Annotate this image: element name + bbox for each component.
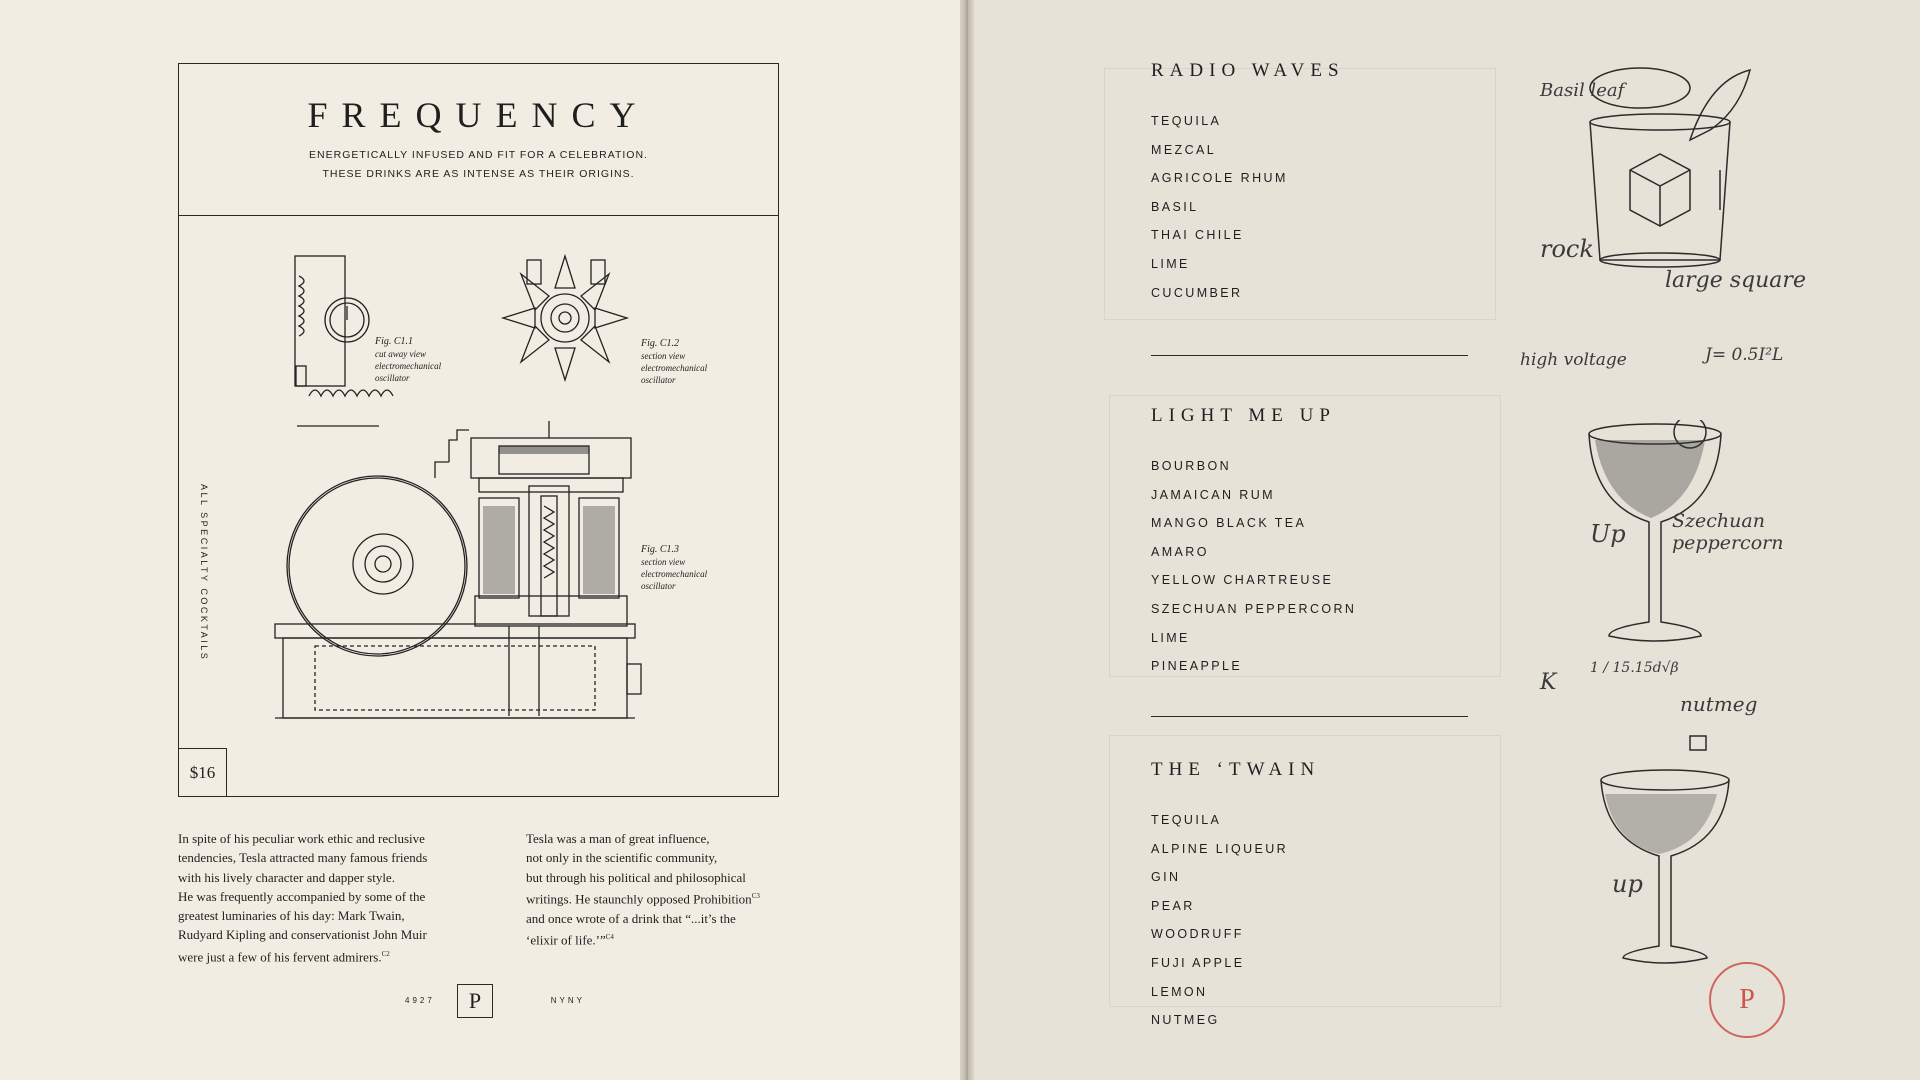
- fig-1-line-3: oscillator: [375, 373, 410, 383]
- fig-3-line-3: oscillator: [641, 581, 676, 591]
- note-szechuan: Szechuan peppercorn: [1672, 510, 1784, 554]
- footer-location: NYNY: [550, 996, 585, 1005]
- col2-line-sup: [526, 887, 760, 909]
- col1-line: He was frequently accompanied by some of the: [178, 888, 426, 904]
- section-divider: [1151, 355, 1468, 356]
- note-formula: J= 0.5I²L: [1705, 345, 1784, 365]
- fig-2-line-3: oscillator: [641, 375, 676, 385]
- fig-1-name: Fig. C1.1: [375, 336, 414, 347]
- col1-line: with his lively character and dapper style.: [178, 869, 395, 885]
- note-rock: rock: [1540, 235, 1594, 263]
- section-title: FREQUENCY: [307, 95, 650, 135]
- col2-line: writings. He staunchly opposed Prohibition: [526, 891, 752, 907]
- ingredient-list: [1151, 459, 1471, 688]
- fig-caption-3: [641, 544, 707, 592]
- note-kf: K: [1540, 670, 1557, 695]
- ingredient: SZECHUAN PEPPERCORN: [1151, 601, 1357, 616]
- note-large-square: large square: [1665, 268, 1806, 293]
- frequency-panel: [178, 63, 779, 797]
- fig-caption-2: [641, 338, 707, 386]
- note-high-voltage: high voltage: [1520, 350, 1627, 370]
- cocktail-name: LIGHT ME UP: [1151, 405, 1336, 426]
- fig-3-line-1: section view: [641, 557, 686, 567]
- footnote-ref: C2: [381, 949, 390, 958]
- fig-2-line-1: section view: [641, 351, 686, 361]
- col1-line: tendencies, Tesla attracted many famous friends: [178, 850, 428, 866]
- coupe-glass-2-icon: [1595, 720, 1735, 970]
- ingredient: JAMAICAN RUM: [1151, 487, 1275, 502]
- col2-line: but through his political and philosophical: [526, 869, 746, 885]
- ingredient: AMARO: [1151, 544, 1209, 559]
- side-label: ALL SPECIALTY COCKTAILS: [199, 484, 209, 662]
- ingredient-list: [1151, 114, 1471, 314]
- footnote-ref: C4: [605, 932, 614, 941]
- col2-line-last: [526, 928, 760, 950]
- ingredient: PEAR: [1151, 898, 1195, 913]
- panel-header: [179, 64, 778, 216]
- footnote-ref: C3: [751, 891, 760, 900]
- ingredient: PINEAPPLE: [1151, 659, 1243, 674]
- ingredient: LEMON: [1151, 984, 1208, 999]
- col1-line: In spite of his peculiar work ethic and reclusive: [178, 831, 425, 846]
- fig-1-line-2: electromechanical: [375, 361, 442, 371]
- ingredient: AGRICOLE RHUM: [1151, 171, 1288, 186]
- ingredient: YELLOW CHARTREUSE: [1151, 573, 1334, 588]
- page-footer: [405, 984, 585, 1020]
- col2-line: ‘elixir of life.’”: [526, 932, 606, 948]
- ingredient: TEQUILA: [1151, 813, 1222, 827]
- fig-2-line-2: electromechanical: [641, 363, 708, 373]
- story-column-1: [178, 829, 427, 966]
- ingredient: CUCUMBER: [1151, 285, 1243, 300]
- cocktail-name: RADIO WAVES: [1151, 60, 1345, 81]
- ingredient: THAI CHILE: [1151, 228, 1244, 243]
- cocktail-radio-waves: [1151, 60, 1471, 314]
- section-subtitle: [179, 146, 778, 184]
- col2-line: not only in the scientific community,: [526, 850, 718, 866]
- fig-3-name: Fig. C1.3: [641, 544, 680, 555]
- ingredient-list: [1151, 813, 1471, 1042]
- ingredient: GIN: [1151, 870, 1181, 885]
- ingredient: BASIL: [1151, 199, 1199, 214]
- ingredient: NUTMEG: [1151, 1013, 1220, 1028]
- note-up-2: up: [1612, 870, 1643, 898]
- ingredient: WOODRUFF: [1151, 927, 1244, 942]
- cocktail-light-me-up: [1151, 405, 1471, 688]
- subtitle-line-1: ENERGETICALLY INFUSED AND FIT FOR A CELEBRATION.: [309, 149, 648, 161]
- col1-line: were just a few of his fervent admirers.: [178, 949, 382, 965]
- ingredient: ALPINE LIQUEUR: [1151, 841, 1289, 856]
- col2-line: and once wrote of a drink that “...it’s the: [526, 910, 736, 926]
- footer-number: 4927: [405, 996, 435, 1005]
- ingredient: MEZCAL: [1151, 142, 1217, 157]
- ingredient: MANGO BLACK TEA: [1151, 516, 1307, 531]
- price-badge: $16: [179, 748, 227, 796]
- ingredient: LIME: [1151, 630, 1190, 645]
- col2-line: Tesla was a man of great influence,: [526, 831, 710, 846]
- note-kf-fraction: 1 / 15.15d√β: [1590, 660, 1679, 676]
- note-nutmeg: nutmeg: [1680, 692, 1758, 716]
- oscillator-illustration: [179, 216, 777, 796]
- brand-stamp: P: [1709, 962, 1785, 1038]
- cocktail-the-twain: [1151, 759, 1471, 1042]
- col1-line: Rudyard Kipling and conservationist John Muir: [178, 927, 427, 943]
- ingredient: FUJI APPLE: [1151, 955, 1245, 970]
- col1-line: greatest luminaries of his day: Mark Twain,: [178, 908, 405, 924]
- story-column-2: [526, 829, 760, 949]
- ingredient: TEQUILA: [1151, 114, 1222, 128]
- oscillator-diagram: [179, 216, 778, 796]
- book-spine: [960, 0, 974, 1080]
- section-divider: [1151, 716, 1468, 717]
- fig-3-line-2: electromechanical: [641, 569, 708, 579]
- note-basil-leaf: Basil leaf: [1540, 80, 1625, 101]
- fig-2-name: Fig. C1.2: [641, 338, 680, 349]
- note-up-1: Up: [1590, 520, 1626, 548]
- col1-line-last: [178, 945, 427, 967]
- fig-1-line-1: cut away view: [375, 349, 426, 359]
- cocktail-name: THE ‘TWAIN: [1151, 759, 1321, 780]
- fig-caption-1: [375, 336, 441, 384]
- ingredient: LIME: [1151, 256, 1190, 271]
- subtitle-line-2: THESE DRINKS ARE AS INTENSE AS THEIR ORIGINS.: [322, 168, 635, 180]
- brand-logo: P: [457, 984, 493, 1018]
- ingredient: BOURBON: [1151, 459, 1232, 473]
